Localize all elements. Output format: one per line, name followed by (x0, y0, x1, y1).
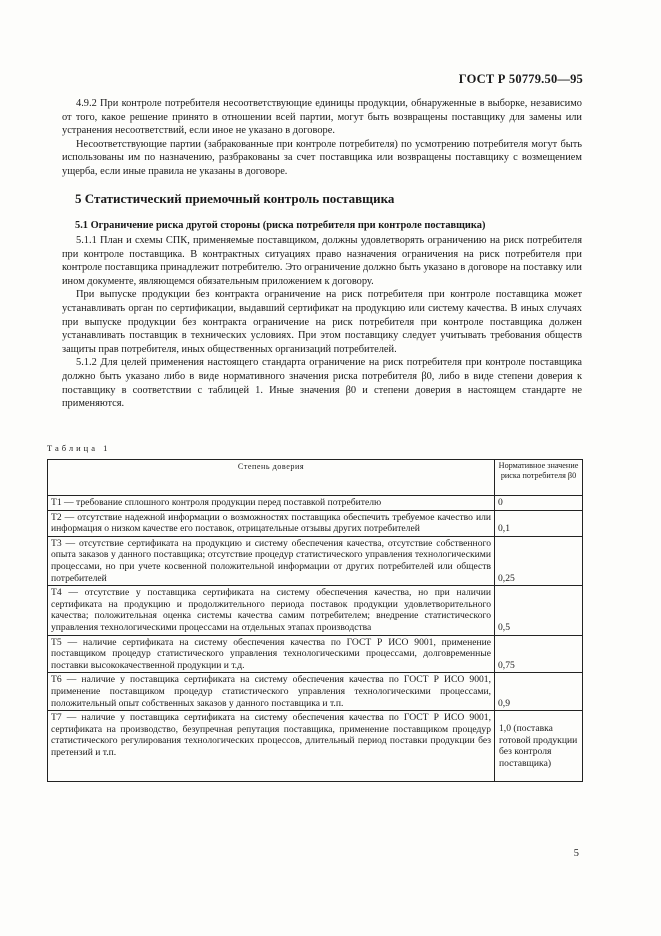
table-row (48, 711, 583, 782)
table-row (48, 496, 583, 511)
row-t4-text: Т4 — отсутствие у поставщика сертификата на систему обеспечения качества, но при наличии сертификата на продукцию и продолжительного периода поставок продукции удовлетворительного качества; положительная оценка системы качества самим потребителем; внедрение статистического управления технологическими процессами на отдельных этапах производства (48, 586, 495, 635)
paragraph-release-without-contract: При выпуске продукции без контракта ограничение на риск потребителя при контроле поставщика может устанавливать орган по сертификации, выдавший сертификат на продукцию или систему качества. В иных случаях при выпуске продукции без контракта ограничение на риск потребителя при контроле поставщика должен устанавливать поставщик в технических условиях. При этом поставщику следует учитывать требования обществ защиты прав потребителя, иных общественных организаций потребителей. (62, 289, 582, 355)
row-t2-value: 0,1 (495, 510, 583, 536)
row-t1-text: Т1 — требование сплошного контроля продукции перед поставкой потребителю (48, 496, 495, 511)
row-t6-value: 0,9 (495, 673, 583, 711)
row-t7-text: Т7 — наличие у поставщика сертификата на систему обеспечения качества по ГОСТ Р ИСО 9001, сертификата на производство, безупречная репутация поставщика, применение поставщиком процедур статистического регулирования технологических процессов, длительный период поставки продукции без претензий и т.п. (48, 711, 495, 782)
paragraph-5-1-1: 5.1.1 План и схемы СПК, применяемые поставщиком, должны удовлетворять ограничению на риск потребителя при контроле поставщика. В контрактных ситуациях право назначения ограничения на риск потребителя при контроле поставщика принадлежит потребителю. Это ограничение должно быть указано в договоре на поставку или ином документе, являющемся обязательным приложением к договору. (62, 235, 582, 287)
row-t4-value: 0,5 (495, 586, 583, 635)
row-t2-text: Т2 — отсутствие надежной информации о возможностях поставщика обеспечить требуемое качество или информация о низком качестве его поставок, отрицательные отзывы других потребителей (48, 510, 495, 536)
row-t7-value: 1,0 (поставка готовой продукции без контроля поставщика) (495, 711, 583, 782)
paragraph-nonconforming-lots: Несоответствующие партии (забракованные при контроле потребителя) по усмотрению потребителя могут быть использованы им по назначению, разбракованы за счет поставщика или возвращены поставщику с возмещением ущерба, если иные правила не указаны в договоре. (62, 138, 582, 177)
standard-code: ГОСТ Р 50779.50—95 (458, 72, 583, 86)
column-header-risk: Нормативное значение риска потребителя β0 (495, 460, 583, 496)
paragraph-5-1-2: 5.1.2 Для целей применения настоящего стандарта ограничение на риск потребителя при контроле поставщика должно быть указано либо в виде нормативного значения риска потребителя β0, либо в виде степени доверия к поставщику в соответствии с таблицей 1. Иные значения β0 и степени доверия в настоящем стандарте не применяются. (62, 357, 582, 410)
row-t6-text: Т6 — наличие у поставщика сертификата на систему обеспечения качества по ГОСТ Р ИСО 9001, применение поставщиком процедур статистического управления технологическими процессами, положительный опыт собственных заказов у данного поставщика и т.п. (48, 673, 495, 711)
table-row (48, 536, 583, 585)
table-row (48, 586, 583, 635)
paragraphs-top (62, 97, 582, 179)
page-number: 5 (573, 848, 579, 859)
table-row (48, 673, 583, 711)
paragraphs-mid (62, 234, 582, 411)
paragraph-4-9-2: 4.9.2 При контроле потребителя несоответствующие единицы продукции, обнаруженные в выборке, независимо от того, какое решение принято в отношении всей партии, могут быть возвращены поставщику для замены или устранения несоответствий, если иное не указано в договоре. (62, 98, 582, 137)
row-t1-value: 0 (495, 496, 583, 511)
row-t3-value: 0,25 (495, 536, 583, 585)
table-row (48, 510, 583, 536)
table-header-row (48, 460, 583, 496)
row-t3-text: Т3 — отсутствие сертификата на продукцию и систему обеспечения качества, отсутствие собственного опыта заказов у данного поставщика; отсутствие процедур статистического управления технологическими процессами, но при учете косвенной положительной информации от других потребителей или обществ потребителей (48, 536, 495, 585)
column-header-confidence: Степень доверия (48, 460, 495, 496)
table-caption: Таблица 1 (47, 443, 111, 453)
row-t5-value: 0,75 (495, 635, 583, 673)
section-title: 5 Статистический приемочный контроль поставщика (75, 191, 395, 206)
subsection-title: 5.1 Ограничение риска другой стороны (риска потребителя при контроле поставщика) (75, 220, 486, 231)
row-t5-text: Т5 — наличие сертификата на систему обеспечения качества по ГОСТ Р ИСО 9001, применение поставщиком процедур статистического управления технологическими процессами, долговременные поставки высококачественной продукции и т.д. (48, 635, 495, 673)
confidence-table (47, 459, 583, 782)
table-row (48, 635, 583, 673)
